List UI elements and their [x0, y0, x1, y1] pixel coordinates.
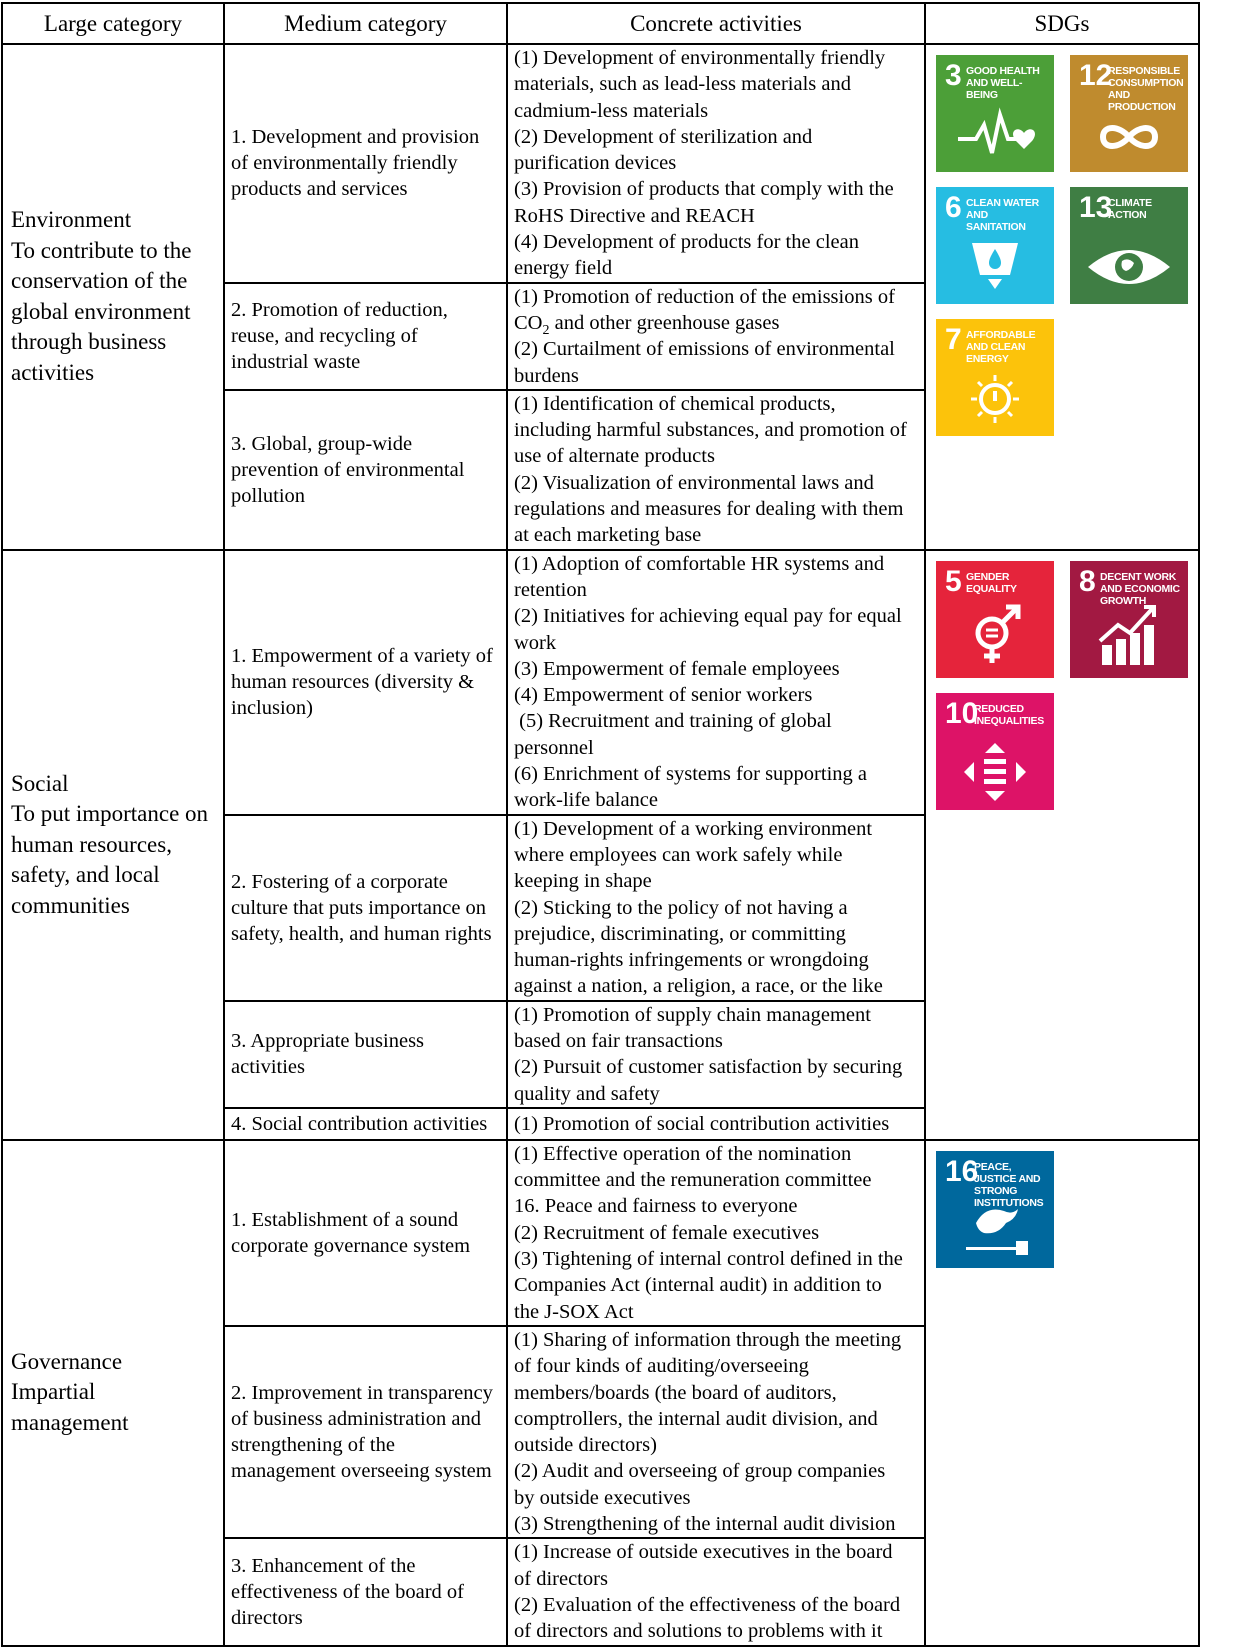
- large-category-line: Environment: [11, 207, 132, 233]
- concrete-activities: [507, 1140, 925, 1326]
- sdgs-environment: [925, 44, 1199, 550]
- sdg-3-icon: [936, 55, 1054, 172]
- sdg-number: 6: [945, 191, 962, 224]
- activity-line: of directors: [514, 1567, 608, 1590]
- activity-line: including harmful substances, and promotion of: [514, 419, 907, 442]
- sdg-name: PEACE, JUSTICE AND STRONG INSTITUTIONS: [974, 1160, 1044, 1209]
- activity-line: comptrollers, the internal audit division, and: [514, 1407, 878, 1430]
- activity-line: of four kinds of auditing/overseeing: [514, 1355, 809, 1378]
- activity-line: (1) Sharing of information through the meeting: [514, 1328, 902, 1351]
- sdg-name: GOOD HEALTH AND WELL-BEING: [966, 65, 1040, 101]
- activity-line: the J-SOX Act: [514, 1300, 634, 1323]
- medium-category: 1. Establishment of a sound corporate governance system: [224, 1140, 507, 1326]
- sdg-number: 10: [945, 696, 979, 730]
- concrete-activities: [507, 1108, 925, 1140]
- sdg-6-icon: [936, 187, 1054, 304]
- concrete-activities: [507, 283, 925, 390]
- large-category-line: conservation of the: [11, 268, 188, 294]
- medium-category: 4. Social contribution activities: [224, 1108, 507, 1140]
- co2-text: CO: [514, 311, 543, 334]
- sdg-name: RESPONSIBLE CONSUMPTION AND PRODUCTION: [1108, 65, 1184, 113]
- large-category-line: activities: [11, 359, 95, 385]
- sdg-number: 3: [945, 59, 962, 92]
- medium-category: 2. Fostering of a corporate culture that puts importance on safety, health, and human rights: [224, 815, 507, 1001]
- concrete-activities: [507, 1326, 925, 1538]
- medium-category: 2. Improvement in transparency of business administration and strengthening of the management overseeing system: [224, 1326, 507, 1538]
- table-row: [2, 1140, 1199, 1326]
- sdg-10-icon: [936, 693, 1054, 810]
- medium-category: 2. Promotion of reduction, reuse, and recycling of industrial waste: [224, 283, 507, 390]
- co2-rest: and other greenhouse gases: [549, 311, 780, 334]
- activity-line: (6) Enrichment of systems for supporting a: [514, 763, 867, 786]
- activity-line: (1) Promotion of supply chain management: [514, 1003, 871, 1026]
- activity-line: human-rights infringements or wrongdoing: [514, 949, 869, 972]
- header-large-category: Large category: [2, 3, 224, 44]
- activity-line: purification devices: [514, 152, 677, 175]
- sdg-name: GENDER EQUALITY: [966, 570, 1017, 595]
- medium-category: 1. Development and provision of environmentally friendly products and services: [224, 44, 507, 283]
- large-category-line: To put importance on: [11, 801, 209, 826]
- activity-line-co2: [514, 310, 918, 339]
- activity-line: (2) Pursuit of customer satisfaction by securing: [514, 1056, 903, 1079]
- activity-line: (1) Promotion of social contribution activities: [514, 1112, 890, 1135]
- activity-line: (2) Initiatives for achieving equal pay for equal: [514, 605, 902, 628]
- sdg-name: CLIMATE ACTION: [1108, 197, 1152, 221]
- medium-category: 3. Enhancement of the effectiveness of the board of directors: [224, 1538, 507, 1645]
- sdg-activities-table: [1, 2, 1200, 1647]
- activity-line: (2) Curtailment of emissions of environmental: [514, 338, 895, 361]
- sdg-12-icon: [1070, 55, 1188, 172]
- activity-line: against a nation, a religion, a race, or the like: [514, 975, 883, 998]
- activity-line: committee and the remuneration committee: [514, 1169, 872, 1192]
- large-category-line: human resources,: [11, 831, 172, 857]
- sdg-name: AFFORDABLE AND CLEAN ENERGY: [966, 329, 1036, 365]
- co2-subscript: 2: [542, 323, 550, 339]
- activity-line: (2) Sticking to the policy of not having a: [514, 896, 848, 919]
- large-category-line: global environment: [11, 298, 191, 324]
- sdgs-governance: [925, 1140, 1199, 1646]
- sdg-activities-table-container: [1, 2, 1200, 1647]
- sdg-icon-grid: [936, 561, 1198, 810]
- sdg-number: 7: [945, 323, 962, 356]
- sdg-name: REDUCED INEQUALITIES: [974, 702, 1044, 727]
- table-row: [2, 44, 1199, 283]
- sdg-8-icon: [1070, 561, 1188, 678]
- activity-line: (1) Identification of chemical products,: [514, 392, 836, 415]
- activity-line: energy field: [514, 257, 613, 280]
- activity-line: burdens: [514, 364, 579, 387]
- activity-line: keeping in shape: [514, 870, 652, 893]
- header-concrete-activities: Concrete activities: [507, 3, 925, 44]
- medium-category: 3. Global, group-wide prevention of environmental pollution: [224, 390, 507, 550]
- large-category-governance: [2, 1140, 224, 1646]
- activity-line: (3) Tightening of internal control defined in the: [514, 1248, 903, 1271]
- activity-line: regulations and measures for dealing with them: [514, 498, 904, 521]
- activity-line: of directors and solutions to problems with it: [514, 1620, 883, 1643]
- activity-line: (1) Development of a working environment: [514, 817, 873, 840]
- concrete-activities: [507, 550, 925, 815]
- activity-line: (2) Development of sterilization and: [514, 125, 813, 148]
- activity-line: (1) Effective operation of the nomination: [514, 1142, 852, 1165]
- sdg-name: DECENT WORK AND ECONOMIC GROWTH: [1100, 570, 1180, 607]
- sdg-number: 5: [945, 564, 962, 598]
- large-category-line: communities: [11, 892, 130, 918]
- sdg-number: 16: [945, 1154, 979, 1188]
- activity-line: use of alternate products: [514, 445, 715, 468]
- sdgs-social: [925, 550, 1199, 1140]
- activity-line: work: [514, 631, 557, 654]
- concrete-activities: [507, 390, 925, 550]
- header-sdgs: SDGs: [925, 3, 1199, 44]
- large-category-line: To contribute to the: [11, 237, 192, 263]
- large-category-environment: [2, 44, 224, 550]
- activity-line: (2) Visualization of environmental laws and: [514, 471, 874, 494]
- large-category-line: safety, and local: [11, 862, 160, 887]
- activity-line: quality and safety: [514, 1082, 660, 1105]
- activity-line: members/boards (the board of auditors,: [514, 1381, 837, 1404]
- sdg-number: 8: [1079, 564, 1096, 598]
- activity-line: at each marketing base: [514, 524, 702, 547]
- concrete-activities: [507, 44, 925, 283]
- large-category-line: Governance: [11, 1348, 123, 1374]
- activity-line: RoHS Directive and REACH: [514, 204, 755, 227]
- activity-line: 16. Peace and fairness to everyone: [514, 1195, 798, 1218]
- sdg-5-icon: [936, 561, 1054, 678]
- activity-line: by outside executives: [514, 1486, 691, 1509]
- activity-line: materials, such as lead-less materials and: [514, 73, 851, 96]
- activity-line: cadmium-less materials: [514, 99, 709, 122]
- activity-line: (3) Strengthening of the internal audit division: [514, 1513, 896, 1536]
- activity-line: (4) Development of products for the clean: [514, 231, 859, 254]
- medium-category: 3. Appropriate business activities: [224, 1001, 507, 1108]
- activity-line: retention: [514, 578, 587, 601]
- activity-line: (4) Empowerment of senior workers: [514, 684, 813, 707]
- activity-line: outside directors): [514, 1434, 657, 1457]
- activity-line: (1) Development of environmentally friendly: [514, 47, 886, 69]
- large-category-line: Impartial: [11, 1379, 96, 1405]
- medium-category: 1. Empowerment of a variety of human resources (diversity & inclusion): [224, 550, 507, 815]
- activity-line: (2) Recruitment of female executives: [514, 1221, 820, 1244]
- concrete-activities: [507, 1001, 925, 1108]
- activity-line: personnel: [514, 736, 594, 759]
- sdg-number: 13: [1079, 191, 1113, 224]
- activity-line: where employees can work safely while: [514, 843, 843, 866]
- activity-line: (3) Provision of products that comply with the: [514, 178, 894, 201]
- activity-line: (2) Audit and overseeing of group companies: [514, 1460, 886, 1483]
- sdg-icon-grid: [936, 1151, 1198, 1268]
- sdg-name: CLEAN WATER AND SANITATION: [966, 197, 1039, 233]
- activity-line: work-life balance: [514, 789, 658, 812]
- activity-line: prejudice, discriminating, or committing: [514, 922, 846, 945]
- activity-line: (1) Promotion of reduction of the emissions of: [514, 285, 895, 308]
- table-row: [2, 550, 1199, 815]
- activity-line: (5) Recruitment and training of global: [514, 710, 832, 733]
- sdg-number: 12: [1079, 59, 1113, 92]
- sdg-icon-grid: [936, 55, 1198, 436]
- activity-line: based on fair transactions: [514, 1029, 723, 1052]
- sdg-13-icon: [1070, 187, 1188, 304]
- activity-line: (3) Empowerment of female employees: [514, 657, 840, 680]
- activity-line: (1) Increase of outside executives in the board: [514, 1541, 893, 1564]
- activity-line: (1) Adoption of comfortable HR systems and: [514, 552, 885, 575]
- activity-line: Companies Act (internal audit) in addition to: [514, 1274, 882, 1297]
- concrete-activities: [507, 1538, 925, 1645]
- header-medium-category: Medium category: [224, 3, 507, 44]
- sdg-7-icon: [936, 319, 1054, 436]
- large-category-line: Social: [11, 770, 69, 796]
- concrete-activities: [507, 815, 925, 1001]
- large-category-line: through business: [11, 329, 167, 355]
- sdg-16-icon: [936, 1151, 1054, 1268]
- activity-line: (2) Evaluation of the effectiveness of the board: [514, 1593, 901, 1616]
- large-category-social: [2, 550, 224, 1140]
- header-row: [2, 3, 1199, 44]
- large-category-line: management: [11, 1409, 129, 1435]
